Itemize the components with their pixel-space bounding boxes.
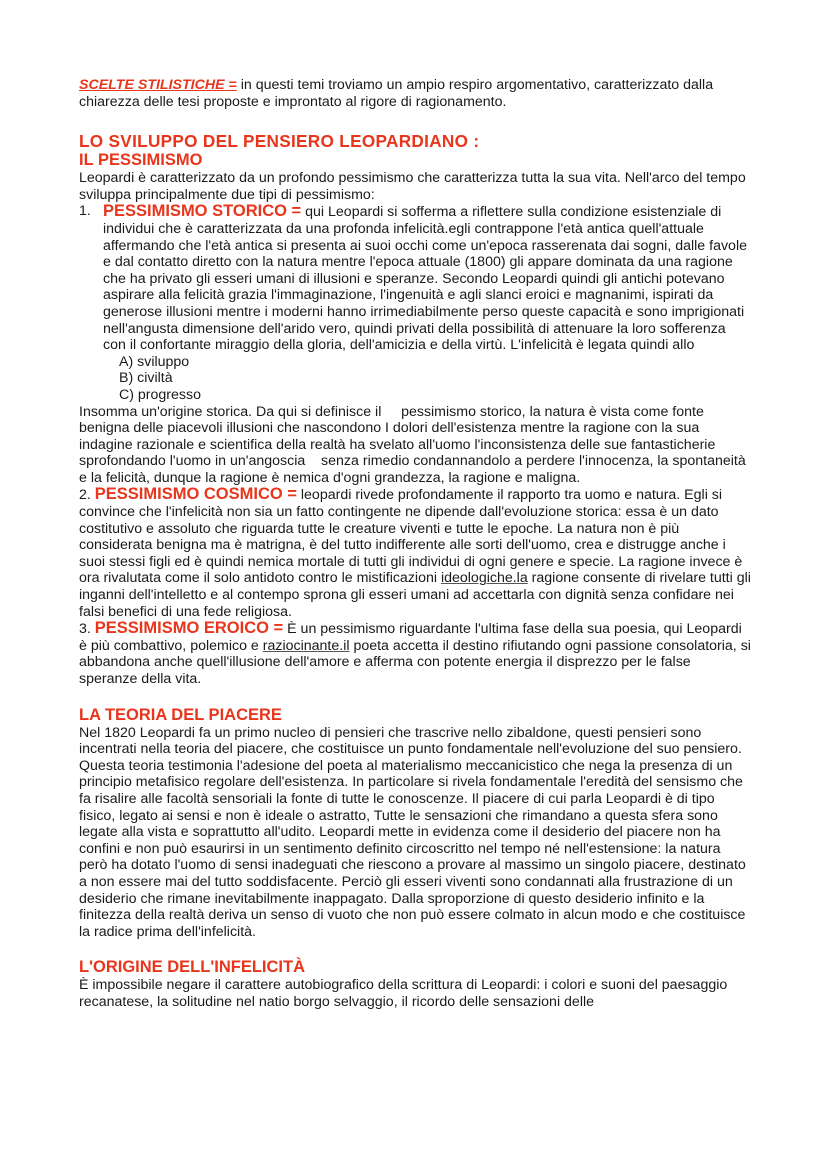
pessimismo-eroico-paragraph bbox=[79, 620, 751, 687]
intro-paragraph bbox=[79, 77, 751, 110]
document-page bbox=[79, 77, 751, 1011]
section-title-infelicita: L'ORIGINE DELL'INFELICITÀ bbox=[79, 958, 306, 977]
piacere-text: Nel 1820 Leopardi fa un primo nucleo di pensieri che trascrive nello zibaldone, questi pensieri sono incentrati nella teoria del piacere, che costituisce un punto fondamentale nell'evoluzione del suo pensiero. Questa teoria testimonia l'adesione del poeta al materialismo meccanicistico che nega la presenza di un principio metafisico regolare dell'esistenza. In particolare si rivela fondamentale l'eredità del sensismo che fa risalire alle facoltà sensoriali la fonte di tutte le conoscenze. Il piacere di cui parla Leopardi è di tipo fisico, legato ai sensi e non è ideale o astratto, Tutte le sensazioni che rimandano a questa sfera sono legate alla vista e soprattutto all'udito. Leopardi mette in evidenza come il desiderio del piacere non ha confini e non può esaurirsi in un sentimento definito circoscritto nel tempo né nell'estensione: la natura però ha dotato l'uomo di sensi inadeguati che riescono a provare al massimo un singolo piacere, destinato a non essere mai del tutto soddisfacente. Perciò gli esseri viventi sono condannati alla frustrazione di un desiderio che rimane inevitabilmente inappagato. Dalla sproporzione di questo desiderio infinito e la finitezza della realtà deriva un senso di vuoto che non può essere colmato in alcun modo e che costituisce la radice prima dell'infelicità. bbox=[79, 724, 746, 940]
sub-list-item: B) civiltà bbox=[119, 370, 173, 387]
sub-list-item: A) sviluppo bbox=[119, 353, 190, 370]
pessimismo-intro: Leopardi è caratterizzato da un profondo pessimismo che caratterizza tutta la sua vita. Nell'arco del tempo sviluppa principalmente due tipi di pessimismo: bbox=[79, 170, 746, 203]
eroico-text-end: poeta accetta il destino rifiutando ogni passione consolatoria, si abbandona anche quell'illusione dell'amore e afferma con potente energia il disprezzo per le false speranze della vita. bbox=[79, 637, 751, 687]
scelte-stilistiche-label: SCELTE STILISTICHE = bbox=[79, 77, 237, 93]
pessimismo-storico-text: qui Leopardi si sofferma a riflettere sulla condizione esistenziale di individui che è caratterizzata da una profonda infelicità.egli contrappone l'età antica quell'attuale affermando che l'età antica si presenta ai suoi occhi come un'epoca rasserenata dai sogni, dalle favole e dal contatto diretto con la natura mentre l'epoca attuale (1800) gli appare dominata da una ragione che ha privato gli esseri umani di illusioni e speranze. Secondo Leopardi quindi gli antichi potevano aspirare alla felicità grazia l'immaginazione, l'ingenuità e agli slanci eroici e magnanimi, ispirati da generose illusioni mentre i moderni hanno irrimediabilmente perso queste capacità e sono imprigionati nell'angusta dimensione dell'arido vero, quindi privati della possibilità di attenuare la loro sofferenza con il confortante miraggio della gloria, dell'amicizia e della virtù. L'infelicità è legata quindi allo bbox=[103, 204, 747, 354]
ideologiche-word: ideologiche.la bbox=[440, 570, 528, 587]
section-title-piacere: LA TEORIA DEL PIACERE bbox=[79, 705, 282, 724]
list-number: 1. bbox=[79, 203, 91, 220]
raziocinante-word: raziocinante.il bbox=[262, 637, 350, 654]
section-title-sviluppo: LO SVILUPPO DEL PENSIERO LEOPARDIANO : bbox=[79, 131, 480, 152]
pessimismo-storico-label: PESSIMISMO STORICO = bbox=[103, 202, 302, 221]
pessimismo-eroico-label: PESSIMISMO EROICO = bbox=[94, 619, 284, 638]
sub-list-item: C) progresso bbox=[119, 386, 202, 403]
pessimismo-cosmico-label: PESSIMISMO COSMICO = bbox=[94, 485, 297, 504]
list-number: 3. bbox=[79, 621, 95, 638]
pessimismo-cosmico-paragraph bbox=[79, 486, 751, 620]
intro-text: in questi temi troviamo un ampio respiro argomentativo, caratterizzato dalla chiarezza delle tesi proposte e improntato al rigore di ragionamento. bbox=[79, 77, 714, 110]
section-subtitle-pessimismo: IL PESSIMISMO bbox=[79, 151, 203, 170]
cosmico-text: leopardi rivede profondamente il rapporto tra uomo e natura. Egli si convince che l'infelicità non sia un fatto contingente ne dipende dall'evoluzione storica: essa è un dato costitutivo e assoluto che riguarda tutte le creature viventi e tutte le epoche. La natura non è più considerata benigna ma è matrigna, è del tutto indifferente alle sorti dell'uomo, crea e distrugge anche i suoi stessi figli ed è quindi nemica mortale di tutti gli individui di ogni genere e specie. La ragione invece è ora rivalutata come il solo antidoto contro le mistificazioni bbox=[79, 487, 743, 587]
sub-list bbox=[103, 354, 751, 404]
pessimismo-storico-item bbox=[79, 203, 751, 403]
eroico-text: È un pessimismo riguardante l'ultima fase della sua poesia, qui Leopardi è più combattivo, polemico e bbox=[79, 621, 742, 654]
list-number: 2. bbox=[79, 487, 95, 504]
infelicita-text: È impossibile negare il carattere autobiografico della scrittura di Leopardi: i colori e suoni del paesaggio recanatese, la solitudine nel natio borgo selvaggio, il ricordo delle sensazioni delle bbox=[79, 977, 728, 1010]
storico-conclusion: Insomma un'origine storica. Da qui si definisce il pessimismo storico, la natura è vista come fonte benigna delle piacevoli illusioni che nascondono I dolori dell'esistenza mentre la ragione con la sua indagine razionale e scientifica della realtà ha svelato all'uomo l'inconsistenza delle sue fantasticherie sprofondando l'uomo in un'angoscia senza rimedio condannandolo a perdere l'innocenza, la spontaneità e la felicità, dunque la ragione è nemica d'ogni grandezza, la ragione e maligna. bbox=[79, 403, 750, 486]
cosmico-text-end: ragione consente di rivelare tutti gli inganni dell'intelletto e al contempo sprona gli esseri umani ad accettarla con dignità senza confidare nei falsi benefici di una fede religiosa. bbox=[79, 570, 751, 620]
